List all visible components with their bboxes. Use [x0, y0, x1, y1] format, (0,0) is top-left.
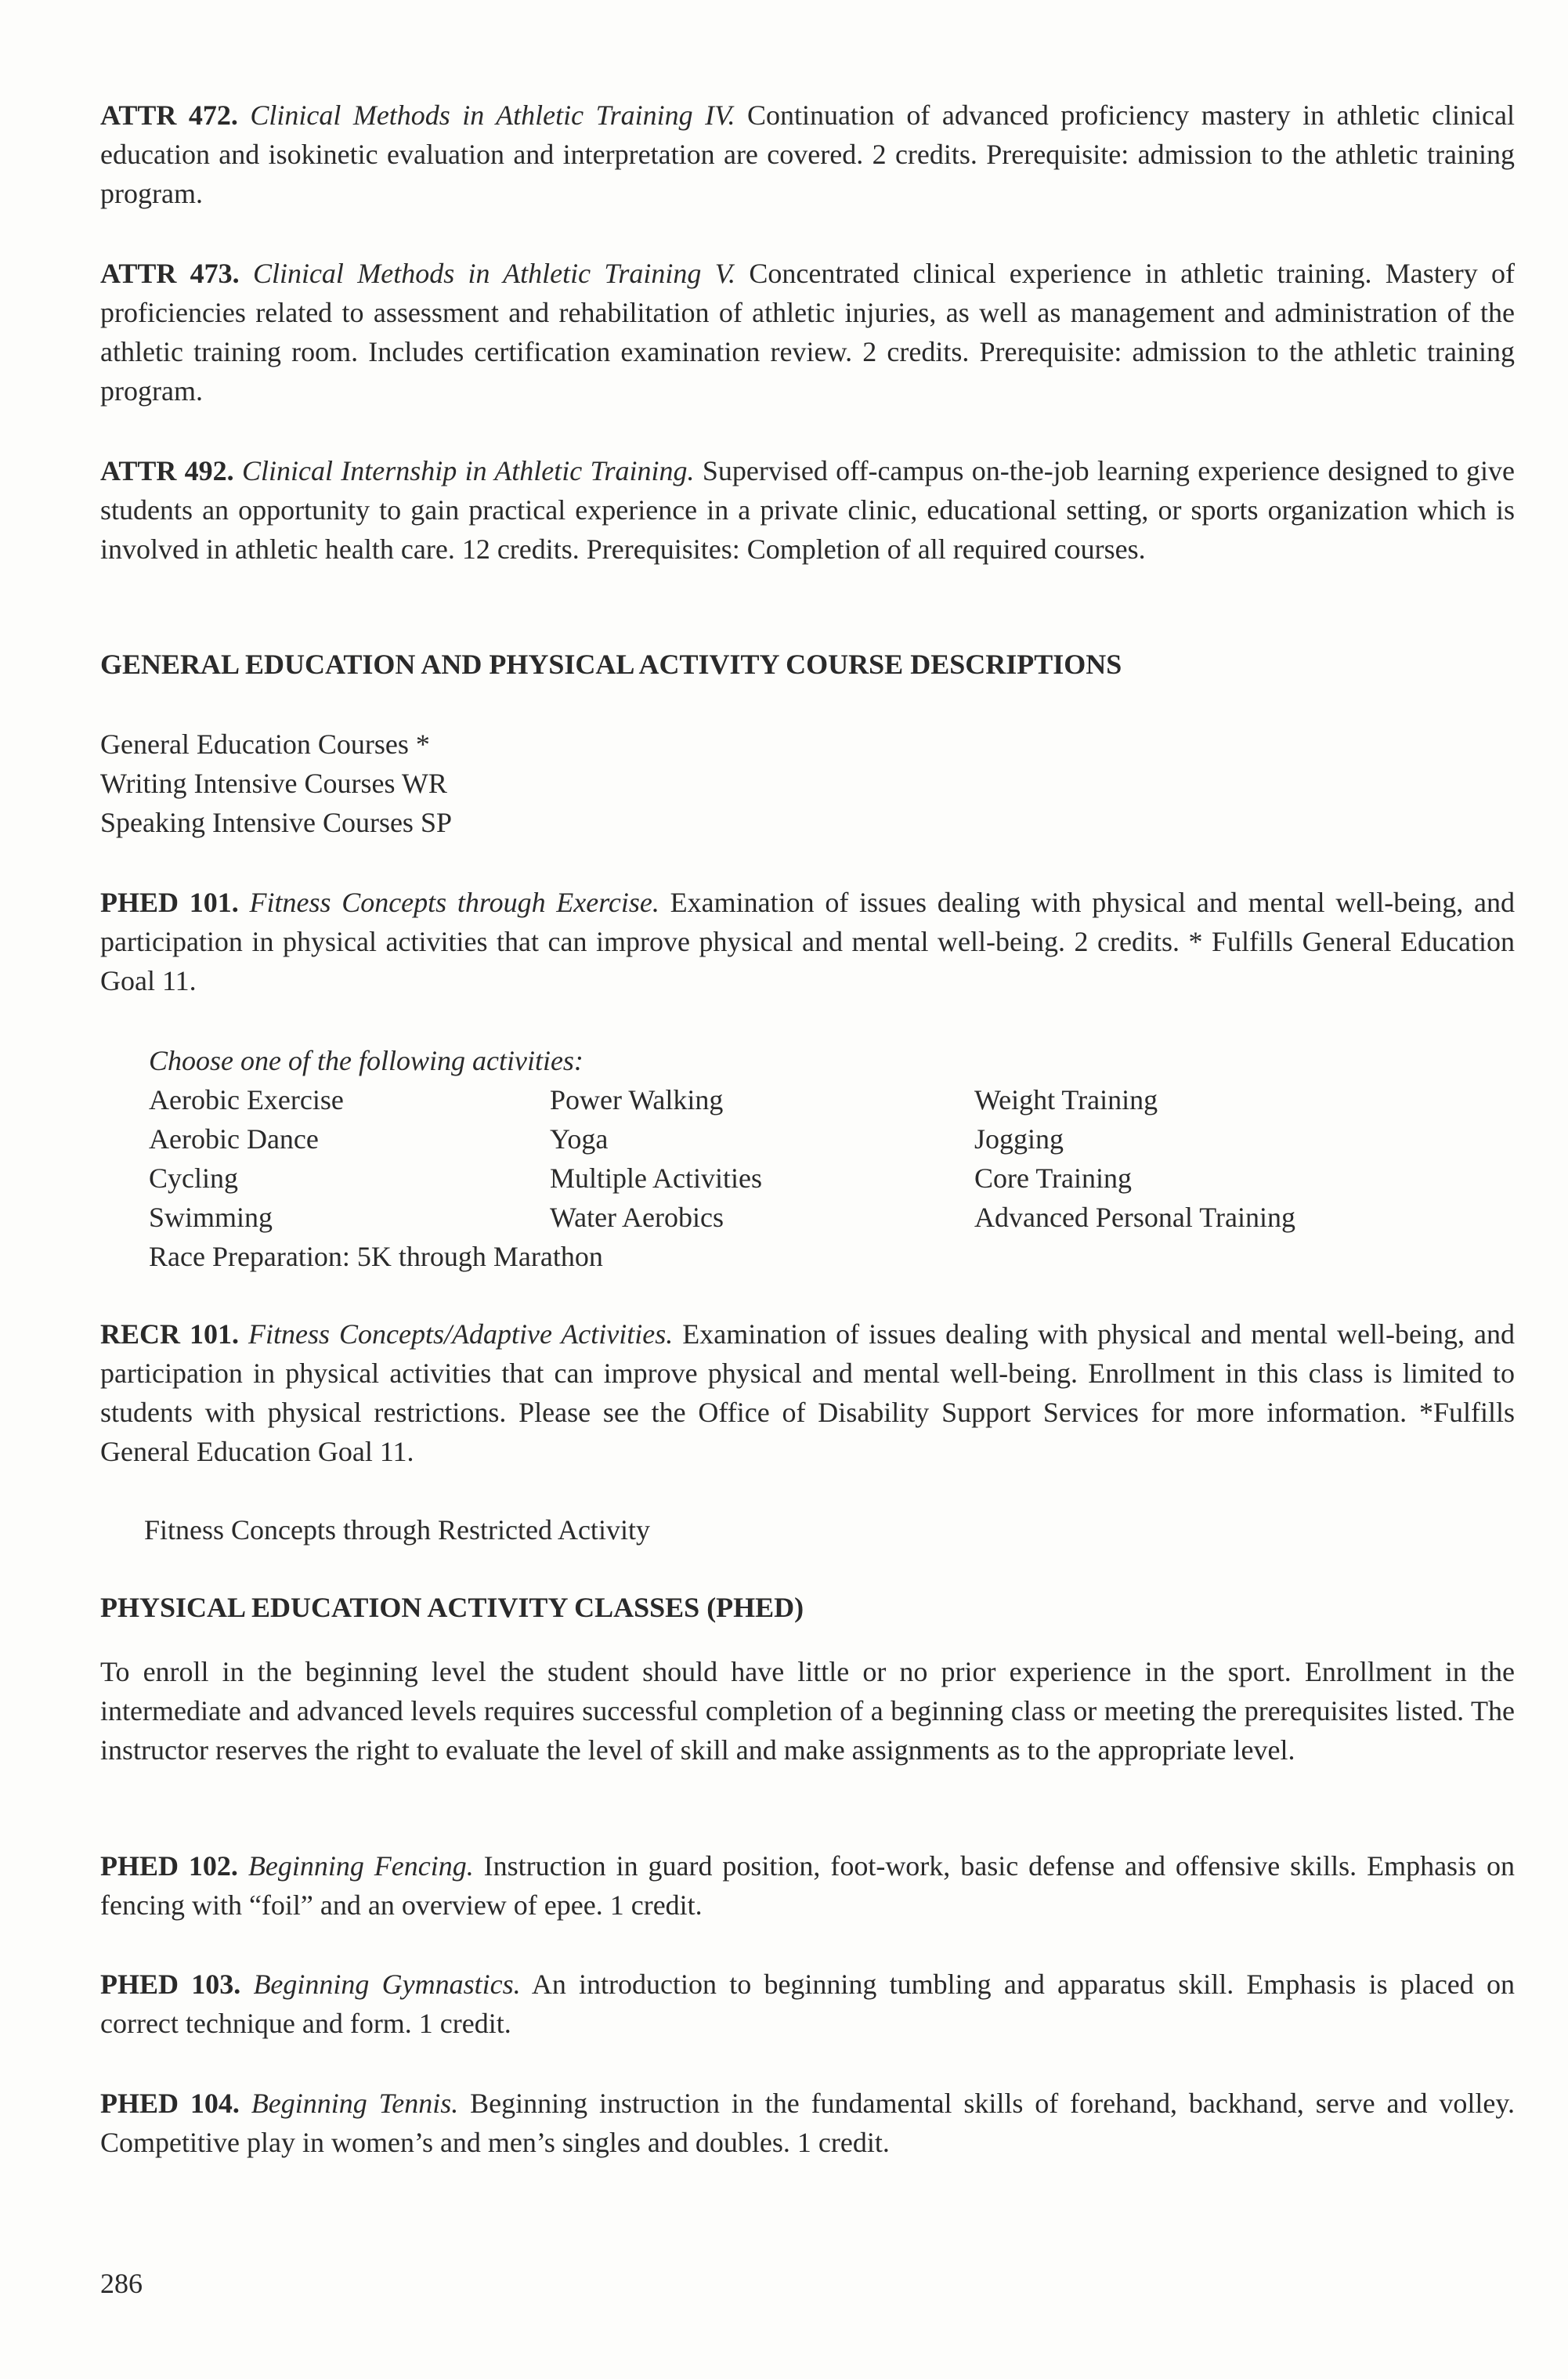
course-desc: Continuation of advanced proficiency mastery in athletic clinical education and isokinetic evaluation and interpretation are covered. 2 credits. Prerequisite: admission to the athletic training program.: [100, 99, 1516, 209]
course-desc: Examination of issues dealing with physical and mental well-being, and participation in physical activities that can improve physical and mental well-being. 2 credits. * Fulfills General Education Goal 11.: [100, 887, 1515, 996]
activity-item: Weight Training: [974, 1084, 1158, 1115]
course-code: ATTR 472.: [100, 99, 238, 131]
course-title: Clinical Methods in Athletic Training IV.: [250, 99, 735, 131]
course-title: Clinical Methods in Athletic Training V.: [252, 258, 736, 289]
page-number: 286: [100, 2268, 143, 2299]
activity-item: Water Aerobics: [550, 1202, 724, 1233]
course-title: Beginning Tennis.: [251, 2088, 459, 2119]
section-heading-phed: PHYSICAL EDUCATION ACTIVITY CLASSES (PHED): [100, 1592, 804, 1623]
activity-item: Multiple Activities: [550, 1162, 762, 1194]
course-recr-101: [100, 1314, 1515, 1471]
course-title: Fitness Concepts/Adaptive Activities.: [248, 1318, 674, 1350]
activity-item: Power Walking: [550, 1084, 724, 1115]
activity-item: Yoga: [550, 1123, 609, 1155]
activity-item: Cycling: [149, 1162, 238, 1194]
activity-item: Race Preparation: 5K through Marathon: [149, 1241, 603, 1272]
activity-item: Aerobic Dance: [149, 1123, 319, 1155]
course-code: PHED 102.: [100, 1850, 238, 1882]
activity-item: Aerobic Exercise: [149, 1084, 344, 1115]
course-desc: Beginning instruction in the fundamental skills of forehand, backhand, serve and volley. Competitive play in women’s and men’s singles and doubles. 1 credit.: [100, 2088, 1515, 2158]
course-code: PHED 104.: [100, 2088, 240, 2119]
course-code: PHED 103.: [100, 1969, 241, 2000]
course-title: Clinical Internship in Athletic Training.: [241, 455, 695, 486]
activities-intro: Choose one of the following activities:: [149, 1045, 583, 1076]
course-desc: Supervised off-campus on-the-job learning experience designed to give students an opportunity to gain practical experience in a private clinic, educational setting, or sports organization which is involved in athletic health care. 12 credits. Prerequisites: Completion of all required courses.: [100, 455, 1515, 565]
course-desc: Instruction in guard position, foot-work, basic defense and offensive skills. Emphasis on fencing with “foil” and an overview of epee. 1 credit.: [100, 1850, 1515, 1921]
course-title: Fitness Concepts through Exercise.: [249, 887, 659, 918]
activity-item: Jogging: [974, 1123, 1064, 1155]
course-title: Beginning Fencing.: [247, 1850, 474, 1882]
legend-general-education: General Education Courses *: [100, 729, 430, 760]
enrollment-paragraph: To enroll in the beginning level the student should have little or no prior experience in the sport. Enrollment in the intermediate and advanced levels requires successful completion of a beginning class or meeting the prerequisites listed. The instructor reserves the right to evaluate the level of skill and make assignments as to the appropriate level.: [100, 1656, 1515, 1766]
course-attr-472: [100, 96, 1515, 213]
activity-item: Swimming: [149, 1202, 273, 1233]
legend-writing-intensive: Writing Intensive Courses WR: [100, 768, 447, 799]
course-desc: Concentrated clinical experience in athletic training. Mastery of proficiencies related to assessment and rehabilitation of athletic injuries, as well as management and administration of the athletic training room. Includes certification examination review. 2 credits. Prerequisite: admission to the athletic training program.: [100, 258, 1515, 407]
course-attr-473: [100, 254, 1515, 410]
course-code: PHED 101.: [100, 887, 239, 918]
course-desc: Examination of issues dealing with physical and mental well-being, and participation in physical activities that can improve physical and mental well-being. Enrollment in this class is limited to students with physical restrictions. Please see the Office of Disability Support Services for more information. *Fulfills General Education Goal 11.: [100, 1318, 1515, 1467]
course-code: RECR 101.: [100, 1318, 240, 1350]
restricted-activity-note: Fitness Concepts through Restricted Activity: [144, 1514, 650, 1546]
activity-item: Advanced Personal Training: [974, 1202, 1295, 1233]
course-title: Beginning Gymnastics.: [253, 1969, 521, 2000]
course-phed-104: [100, 2084, 1515, 2162]
course-phed-101: [100, 883, 1515, 1000]
course-desc: An introduction to beginning tumbling and apparatus skill. Emphasis is placed on correct technique and form. 1 credit.: [100, 1969, 1515, 2039]
course-code: ATTR 492.: [100, 455, 234, 486]
legend-speaking-intensive: Speaking Intensive Courses SP: [100, 807, 452, 838]
activity-item: Core Training: [974, 1162, 1133, 1194]
course-phed-103: [100, 1965, 1515, 2043]
section-heading-general-education: GENERAL EDUCATION AND PHYSICAL ACTIVITY COURSE DESCRIPTIONS: [100, 649, 1122, 680]
course-attr-492: [100, 451, 1515, 569]
course-phed-102: [100, 1846, 1515, 1925]
course-code: ATTR 473.: [100, 258, 240, 289]
